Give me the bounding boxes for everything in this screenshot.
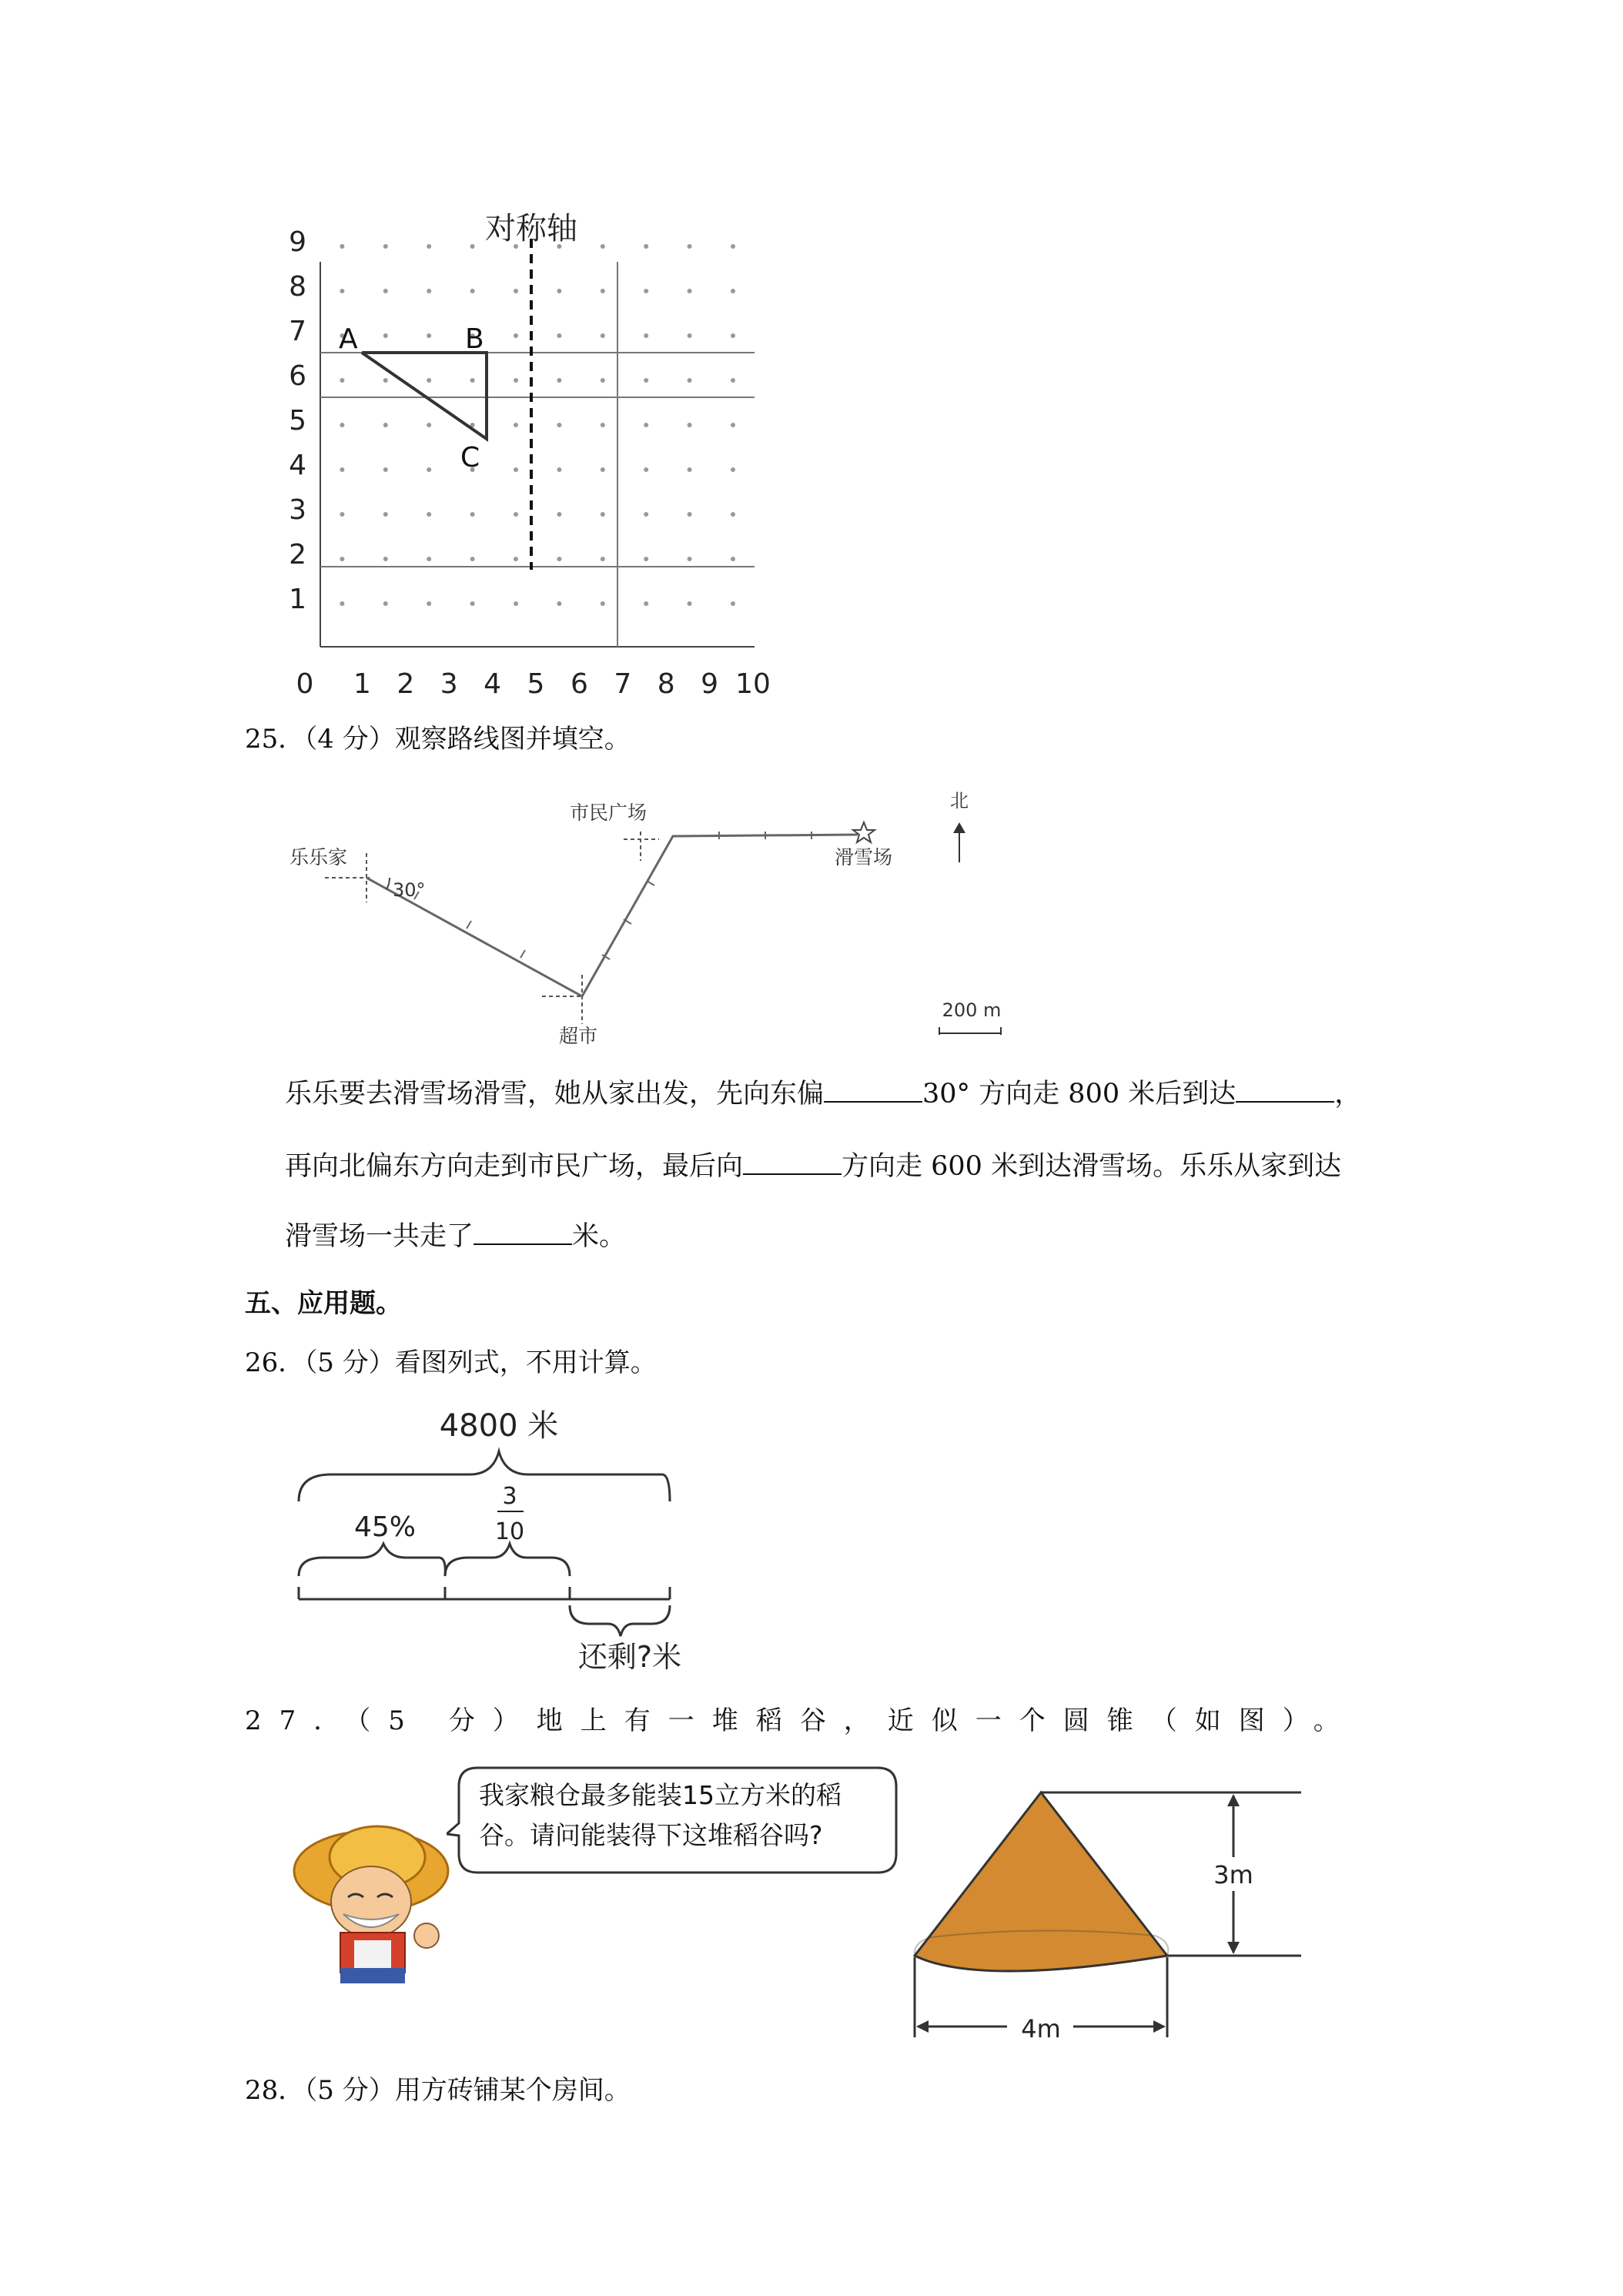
q25-line-2 (285, 1150, 1341, 1183)
y-tick-label: 6 (289, 360, 306, 392)
grid-dot (340, 512, 344, 517)
grid-dot (340, 557, 344, 561)
grid-dot (557, 601, 561, 606)
grid-dot (644, 467, 648, 472)
cone-shape (915, 1792, 1167, 1971)
grid-dot (688, 333, 692, 338)
scale-label: 200 m (942, 999, 1002, 1021)
point-c-label: C (460, 442, 480, 474)
grid-dot (601, 512, 605, 517)
grid-dot (731, 244, 735, 249)
grid-dot (644, 423, 648, 427)
point-a-label: A (339, 323, 358, 355)
grid-dot (514, 378, 518, 383)
grid-dot (470, 557, 475, 561)
grid-dot (731, 467, 735, 472)
y-tick-label: 4 (289, 450, 306, 481)
grid-dot (427, 557, 431, 561)
grid-dot (514, 601, 518, 606)
q28-score: （5 分） (304, 2075, 395, 2106)
grid-dot (383, 289, 388, 293)
q26-heading (245, 1347, 657, 1378)
x-tick-label: 2 (397, 668, 415, 700)
x-tick-label: 0 (296, 668, 314, 700)
q25-blank-4[interactable] (474, 1220, 572, 1245)
x-tick-label: 4 (484, 668, 502, 700)
route-path (366, 835, 858, 996)
grid-dot (688, 378, 692, 383)
grid-dot (601, 601, 605, 606)
grid-dot (514, 289, 518, 293)
q25-prompt: 观察路线图并填空。 (394, 724, 631, 755)
grid-dot (557, 378, 561, 383)
speech-bubble-text (479, 1776, 842, 1856)
q25-line2-text-b: 方向走 600 米到达滑雪场。乐乐从家到达 (842, 1151, 1342, 1182)
grid-dot (470, 289, 475, 293)
x-tick-label: 3 (440, 668, 458, 700)
grid-dot (688, 601, 692, 606)
q25-blank-2[interactable] (1236, 1078, 1334, 1103)
grid-dot (514, 467, 518, 472)
line-segment-diagram (285, 1397, 716, 1682)
q26-prompt: 看图列式，不用计算。 (394, 1347, 657, 1378)
frac-denominator: 10 (494, 1518, 525, 1545)
part1-label: 45% (353, 1511, 417, 1543)
grid-dot (383, 423, 388, 427)
grid-dot (601, 244, 605, 249)
grid-dot (427, 333, 431, 338)
grid-dot (731, 289, 735, 293)
cone-height-label: 3m (1213, 1860, 1253, 1889)
y-tick-label: 2 (289, 539, 306, 571)
grid-dot (383, 467, 388, 472)
grid-dot (601, 467, 605, 472)
grid-dot (514, 557, 518, 561)
grid-dot (557, 333, 561, 338)
q25-line1-text-c: ， (1334, 1079, 1362, 1110)
q25-score: （4 分） (304, 724, 395, 755)
grid-dot (731, 601, 735, 606)
q25-line1-text-a: 乐乐要去滑雪场滑雪，她从家出发，先向东偏 (285, 1079, 825, 1110)
grid-dot (557, 512, 561, 517)
grid-dot (470, 512, 475, 517)
symmetry-axis-title: 对称轴 (485, 211, 577, 246)
grid-dot (601, 378, 605, 383)
grid-dot (340, 467, 344, 472)
grid-dot (731, 423, 735, 427)
grid-dot (557, 289, 561, 293)
grid-dot (644, 244, 648, 249)
x-tick-label: 9 (701, 668, 719, 700)
symmetry-grid-figure (277, 208, 785, 708)
q25-heading (245, 724, 631, 755)
grid-dot (383, 557, 388, 561)
part2-brace (445, 1544, 570, 1576)
y-tick-label: 7 (289, 316, 306, 347)
total-brace (299, 1451, 670, 1501)
cone-figure (901, 1779, 1317, 2056)
y-tick-labels (289, 226, 306, 615)
q28-heading (245, 2075, 631, 2106)
grid-dot (514, 512, 518, 517)
grid-dot (340, 244, 344, 249)
x-tick-labels (296, 668, 771, 700)
grid-dots (340, 244, 735, 606)
x-tick-label: 10 (735, 668, 771, 700)
grid-dot (383, 512, 388, 517)
grid-dot (383, 333, 388, 338)
q25-blank-3[interactable] (743, 1150, 842, 1175)
grid-dot (688, 244, 692, 249)
grid-dot (601, 557, 605, 561)
q28-prompt: 用方砖铺某个房间。 (394, 2075, 631, 2106)
rest-label: 还剩?米 (577, 1640, 682, 1674)
grid-dot (383, 244, 388, 249)
bubble-line-2: 谷。请问能装得下这堆稻谷吗? (479, 1820, 823, 1850)
grid-dot (427, 467, 431, 472)
grid-dot (688, 467, 692, 472)
y-tick-label: 9 (289, 226, 306, 258)
q25-line-1 (285, 1078, 1361, 1110)
total-length-label: 4800 米 (439, 1408, 559, 1444)
grid-dot (427, 512, 431, 517)
grid-dot (340, 289, 344, 293)
triangle-abc (362, 353, 487, 439)
bubble-line-1: 我家粮仓最多能装15立方米的稻 (479, 1780, 842, 1810)
grid-dot (731, 557, 735, 561)
route-angle-label: 30° (393, 879, 426, 901)
x-tick-label: 5 (527, 668, 545, 700)
grid-dot (557, 467, 561, 472)
grid-dot (340, 423, 344, 427)
grid-dot (644, 557, 648, 561)
rest-brace (570, 1605, 670, 1636)
grid-dot (340, 378, 344, 383)
star-icon (853, 822, 875, 842)
q25-line3-text-b: 米。 (572, 1221, 627, 1252)
grid-dot (731, 512, 735, 517)
grid-dot (601, 333, 605, 338)
thumbs-up-icon (414, 1923, 439, 1948)
grid-dot (644, 601, 648, 606)
grid-dot (340, 601, 344, 606)
point-b-label: B (465, 323, 484, 355)
q25-line3-text-a: 滑雪场一共走了 (285, 1221, 474, 1252)
q25-blank-1[interactable] (824, 1078, 922, 1103)
grid-dot (644, 512, 648, 517)
y-tick-label: 5 (289, 405, 306, 437)
x-tick-label: 8 (657, 668, 675, 700)
x-tick-label: 6 (570, 668, 588, 700)
grid-dot (557, 423, 561, 427)
grid-dot (383, 601, 388, 606)
grid-dot (557, 557, 561, 561)
frac-numerator: 3 (502, 1483, 517, 1510)
grid-dot (688, 423, 692, 427)
q25-number: 25． (245, 724, 305, 755)
grid-dot (427, 289, 431, 293)
grid-dot (731, 378, 735, 383)
home-label: 乐乐家 (289, 846, 348, 869)
grid-dot (427, 378, 431, 383)
grid-dot (427, 601, 431, 606)
grid-dot (470, 601, 475, 606)
grid-dot (644, 378, 648, 383)
grid-dot (427, 423, 431, 427)
ski-label: 滑雪场 (835, 846, 893, 869)
plaza-label: 市民广场 (570, 802, 648, 824)
grid-dot (470, 244, 475, 249)
farmer-avatar (286, 1817, 456, 1986)
grid-dot (601, 423, 605, 427)
q25-line1-text-b: 30° 方向走 800 米后到达 (922, 1079, 1236, 1110)
y-tick-label: 8 (289, 271, 306, 303)
x-tick-label: 1 (353, 668, 371, 700)
grid-dot (731, 333, 735, 338)
section-5-title: 五、应用题。 (245, 1288, 402, 1319)
cone-diameter-label: 4m (1021, 2014, 1061, 2043)
grid-dot (427, 244, 431, 249)
market-label: 超市 (559, 1025, 598, 1047)
grid-dot (514, 423, 518, 427)
grid-dot (470, 378, 475, 383)
grid-dot (644, 333, 648, 338)
north-label: 北 (950, 790, 969, 812)
grid-dot (688, 289, 692, 293)
grid-dot (601, 289, 605, 293)
grid-dot (383, 378, 388, 383)
q26-number: 26． (245, 1347, 305, 1378)
q25-line2-text-a: 再向北偏东方向走到市民广场，最后向 (285, 1151, 744, 1182)
route-map (285, 778, 1024, 1063)
y-tick-label: 1 (289, 584, 306, 615)
q26-score: （5 分） (304, 1347, 395, 1378)
part1-brace (299, 1544, 445, 1576)
q27-heading: 27．（5 分）地上有一堆稻谷，近似一个圆锥（如图）。 (245, 1705, 1357, 1736)
grid-dot (514, 333, 518, 338)
grid-dot (688, 512, 692, 517)
x-tick-label: 7 (614, 668, 632, 700)
q25-line-3 (285, 1220, 626, 1253)
q28-number: 28． (245, 2075, 305, 2106)
grid-dot (688, 557, 692, 561)
y-tick-label: 3 (289, 494, 306, 526)
grid-dot (644, 289, 648, 293)
